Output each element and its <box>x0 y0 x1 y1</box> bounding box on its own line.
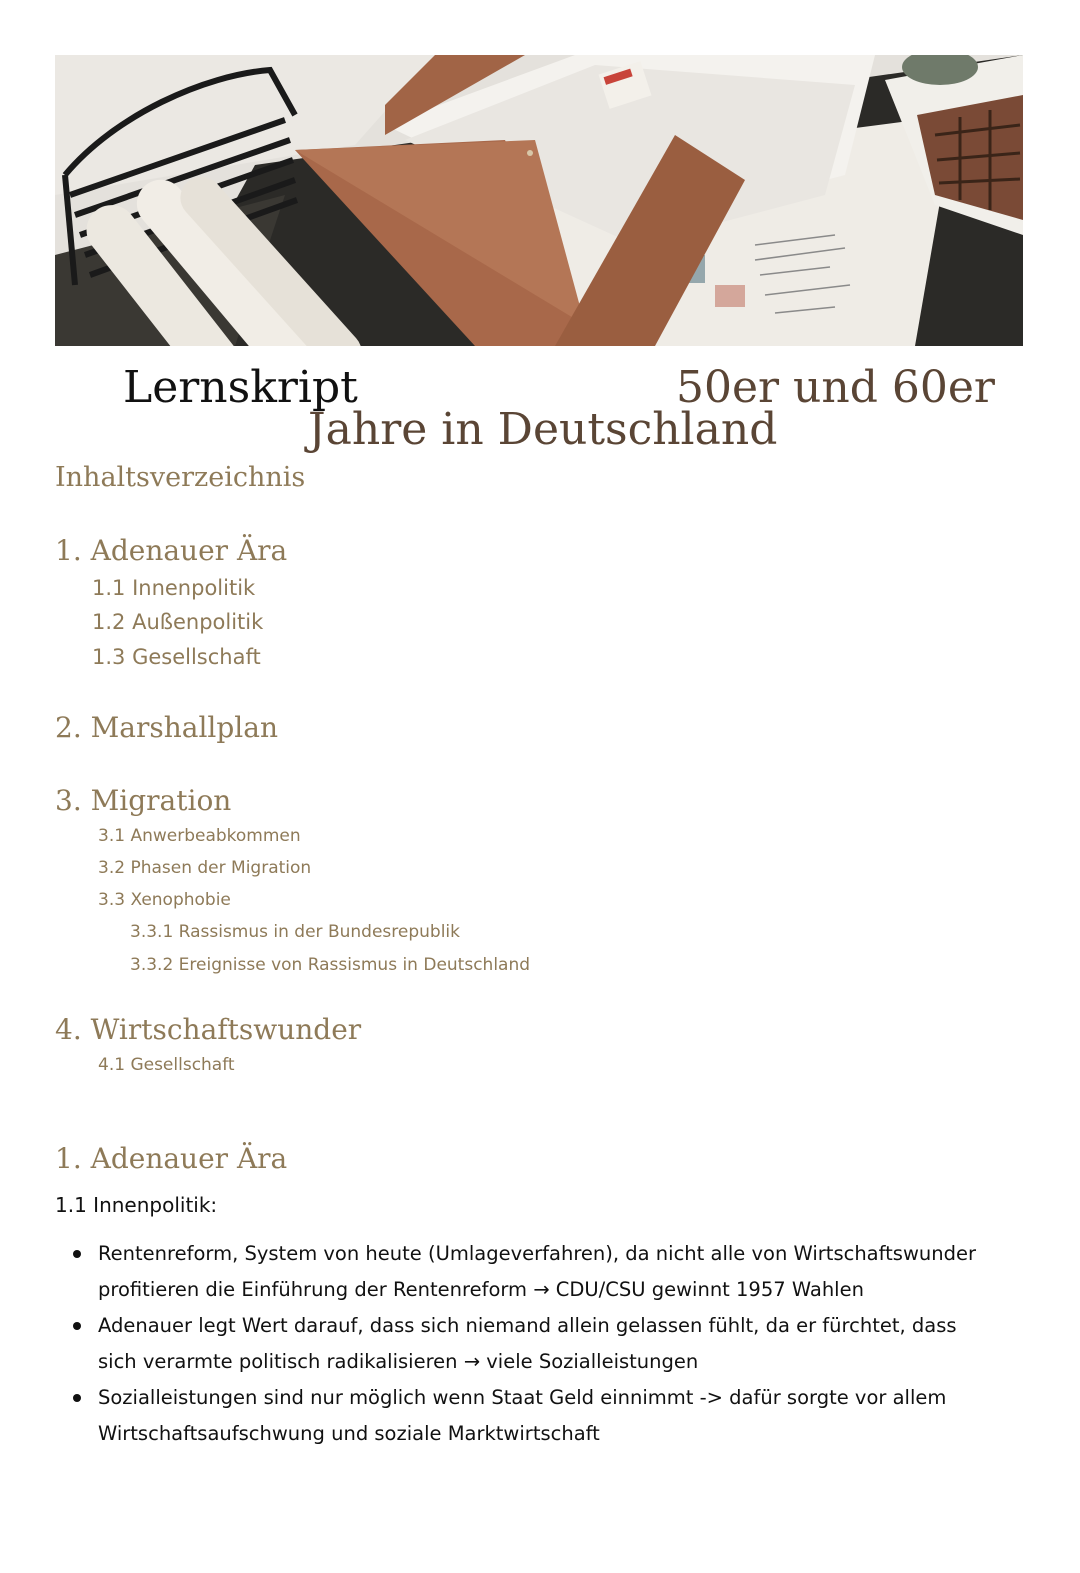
toc-section-adenauer[interactable]: 1. Adenauer Ära <box>55 534 288 567</box>
list-item <box>55 1308 1030 1380</box>
toc-item-aussenpolitik[interactable]: 1.2 Außenpolitik <box>92 610 264 634</box>
bullet-list <box>55 1236 1030 1452</box>
section-heading-adenauer: 1. Adenauer Ära <box>55 1142 288 1175</box>
toc-item-innenpolitik[interactable]: 1.1 Innenpolitik <box>92 576 256 600</box>
title-subline: Jahre in Deutschland <box>308 404 778 455</box>
toc-subitem-rassismus[interactable]: 3.3.1 Rassismus in der Bundesrepublik <box>130 922 460 942</box>
toc-section-migration[interactable]: 3. Migration <box>55 784 232 817</box>
bullet-line: Wirtschaftsaufschwung und soziale Marktwirtschaft <box>98 1422 600 1445</box>
toc-item-gesellschaft[interactable]: 1.3 Gesellschaft <box>92 645 261 669</box>
toc-section-marshallplan[interactable]: 2. Marshallplan <box>55 711 278 744</box>
bullet-line: Adenauer legt Wert darauf, dass sich niemand allein gelassen fühlt, da er fürchtet, dass <box>98 1314 957 1337</box>
bullet-line: sich verarmte politisch radikalisieren → viele Sozialleistungen <box>98 1350 699 1373</box>
list-item <box>55 1236 1030 1308</box>
bullet-line: Rentenreform, System von heute (Umlageverfahren), da nicht alle von Wirtschaftswunder <box>98 1242 977 1265</box>
header-photo <box>55 55 1023 346</box>
list-item <box>55 1380 1030 1452</box>
bullet-line: profitieren die Einführung der Rentenreform → CDU/CSU gewinnt 1957 Wahlen <box>98 1278 864 1301</box>
toc-item-gesellschaft-4[interactable]: 4.1 Gesellschaft <box>98 1055 235 1075</box>
title-decade: 50er und 60er <box>676 362 995 413</box>
section-subheading-innenpolitik: 1.1 Innenpolitik: <box>55 1193 218 1217</box>
bullet-line: Sozialleistungen sind nur möglich wenn Staat Geld einnimmt -> dafür sorgte vor allem <box>98 1386 947 1409</box>
toc-heading: Inhaltsverzeichnis <box>55 462 306 493</box>
title-lernskript: Lernskript <box>123 362 358 413</box>
toc-item-xenophobie[interactable]: 3.3 Xenophobie <box>98 890 231 910</box>
toc-section-wirtschaftswunder[interactable]: 4. Wirtschaftswunder <box>55 1013 362 1046</box>
toc-item-phasen[interactable]: 3.2 Phasen der Migration <box>98 858 312 878</box>
toc-item-anwerbeabkommen[interactable]: 3.1 Anwerbeabkommen <box>98 826 301 846</box>
toc-subitem-ereignisse[interactable]: 3.3.2 Ereignisse von Rassismus in Deutschland <box>130 955 531 975</box>
